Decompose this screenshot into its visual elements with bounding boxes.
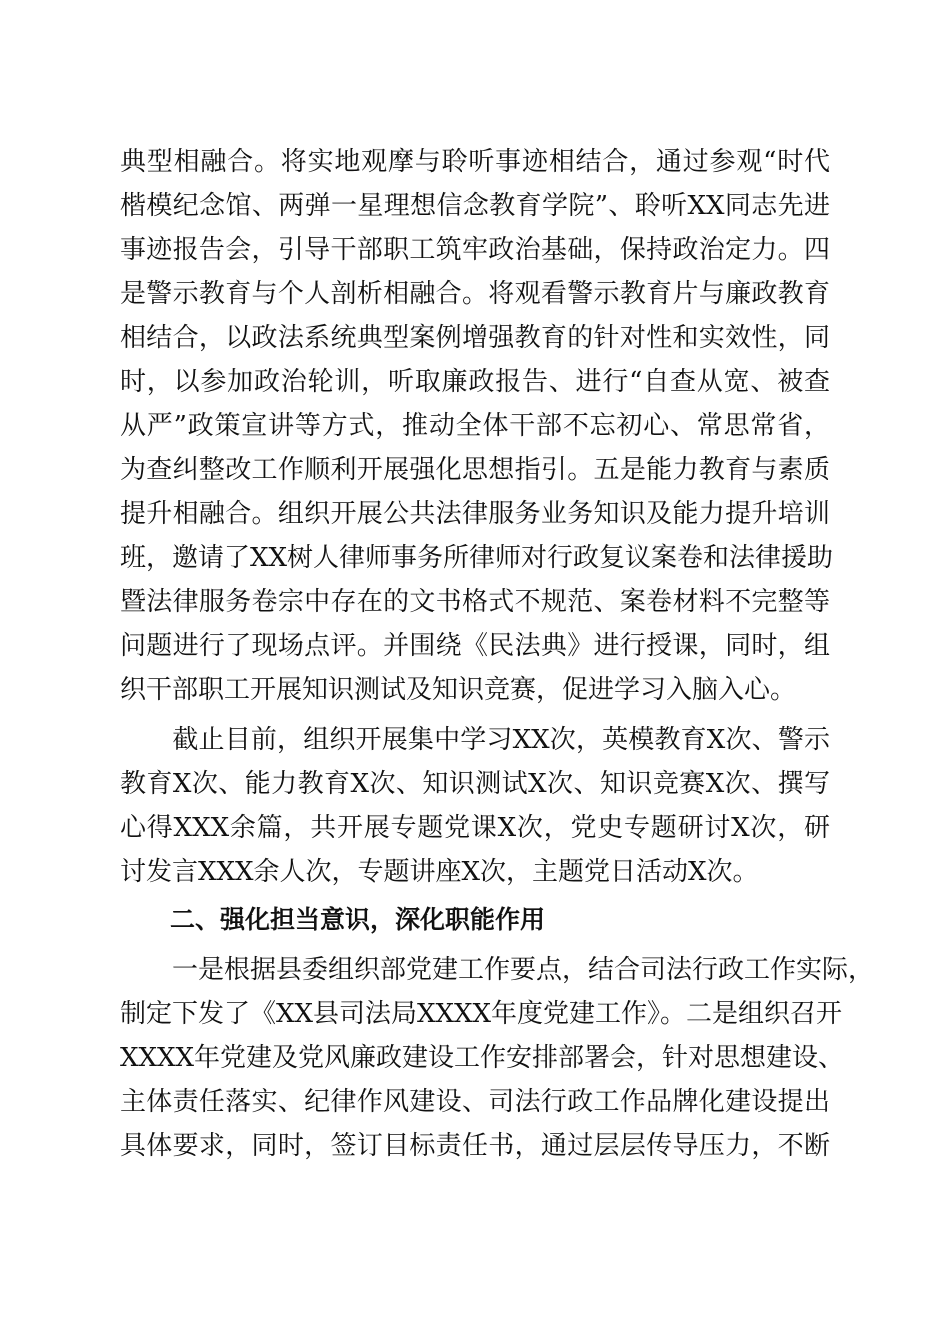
- paragraph-3-line-1: 一是根据县委组织部党建工作要点，结合司法行政工作实际，: [120, 955, 875, 985]
- paragraph-1-line-6: 时，以参加政治轮训，听取廉政报告、进行“自查从宽、被查: [120, 367, 830, 397]
- paragraph-1-line-4: 是警示教育与个人剖析相融合。将观看警示教育片与廉政教育: [120, 279, 830, 309]
- paragraph-1-line-12: 问题进行了现场点评。并围绕《民法典》进行授课，同时，组: [120, 631, 830, 661]
- paragraph-1-line-13: 织干部职工开展知识测试及知识竞赛，促进学习入脑入心。: [120, 675, 797, 705]
- paragraph-1-line-9: 提升相融合。组织开展公共法律服务业务知识及能力提升培训: [120, 499, 830, 529]
- paragraph-3-line-4: 主体责任落实、纪律作风建设、司法行政工作品牌化建设提出: [120, 1087, 830, 1117]
- paragraph-1-line-3: 事迹报告会，引导干部职工筑牢政治基础，保持政治定力。四: [120, 235, 830, 265]
- paragraph-1-line-8: 为查纠整改工作顺利开展强化思想指引。五是能力教育与素质: [120, 455, 830, 485]
- paragraph-1-line-11: 暨法律服务卷宗中存在的文书格式不规范、案卷材料不完整等: [120, 587, 830, 617]
- paragraph-3-line-2: 制定下发了《XX县司法局XXXX年度党建工作》。二是组织召开: [120, 999, 843, 1029]
- paragraph-2-line-4: 讨发言XXX余人次，专题讲座X次，主题党日活动X次。: [120, 857, 759, 887]
- paragraph-3-line-5: 具体要求，同时，签订目标责任书，通过层层传导压力，不断: [120, 1131, 830, 1161]
- paragraph-1-line-7: 从严”政策宣讲等方式，推动全体干部不忘初心、常思常省，: [120, 411, 830, 441]
- paragraph-1-line-5: 相结合，以政法系统典型案例增强教育的针对性和实效性，同: [120, 323, 830, 353]
- paragraph-2-line-1: 截止目前，组织开展集中学习XX次，英模教育X次、警示: [120, 725, 830, 755]
- paragraph-3-line-3: XXXX年党建及党风廉政建设工作安排部署会，针对思想建设、: [120, 1043, 845, 1073]
- paragraph-2-line-3: 心得XXX余篇，共开展专题党课X次，党史专题研讨X次，研: [120, 813, 830, 843]
- paragraph-1-line-2: 楷模纪念馆、两弹一星理想信念教育学院”、聆听XX同志先进: [120, 191, 830, 221]
- paragraph-1-line-1: 典型相融合。将实地观摩与聆听事迹相结合，通过参观“时代: [120, 147, 830, 177]
- paragraph-1-line-10: 班，邀请了XX树人律师事务所律师对行政复议案卷和法律援助: [120, 543, 834, 573]
- section-heading-2: 二、强化担当意识，深化职能作用: [120, 905, 546, 934]
- paragraph-2-line-2: 教育X次、能力教育X次、知识测试X次、知识竞赛X次、撰写: [120, 769, 830, 799]
